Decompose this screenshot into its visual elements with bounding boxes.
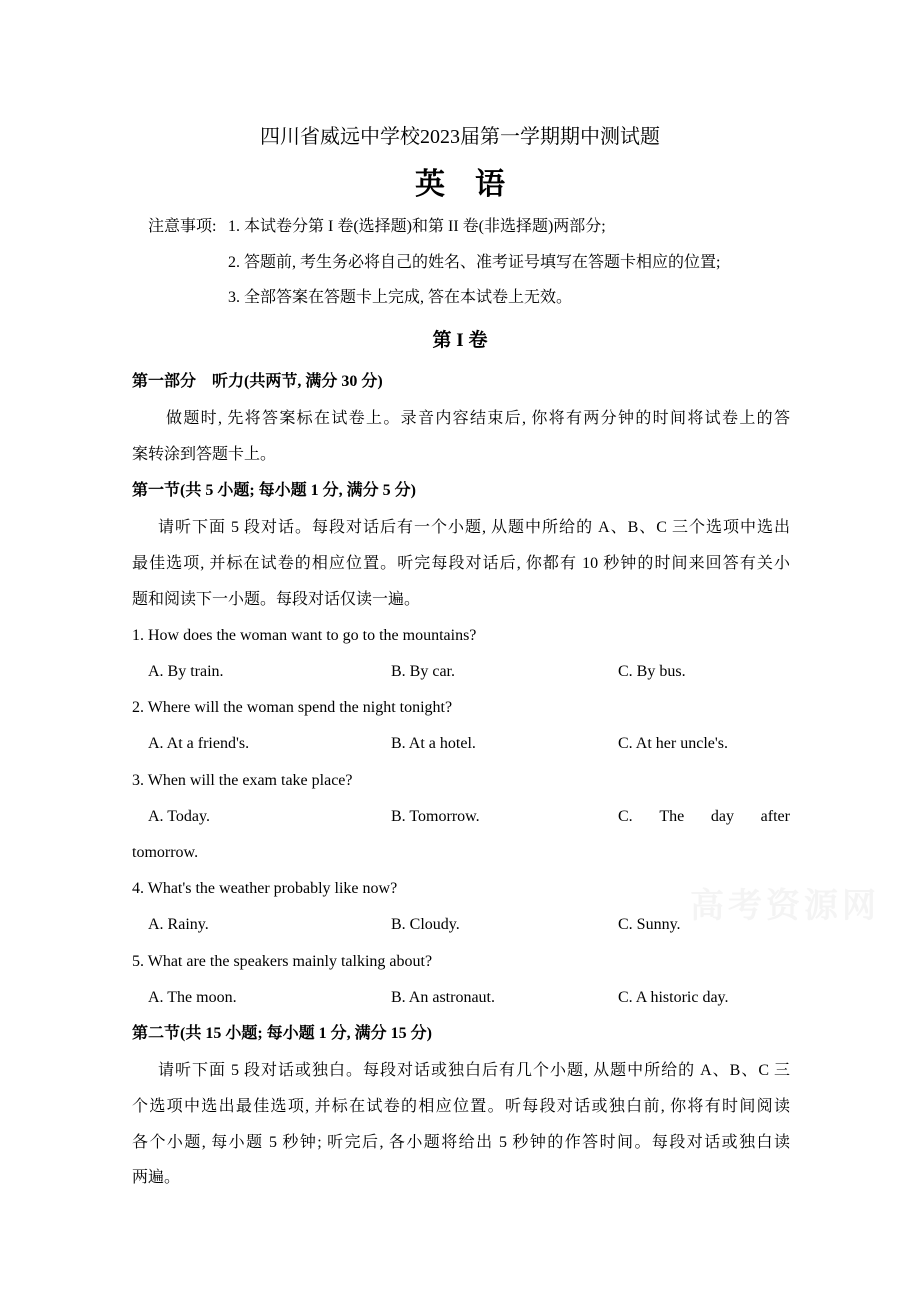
option-c: C. At her uncle's. <box>618 735 728 752</box>
section2-intro-line: 个选项中选出最佳选项, 并标在试卷的相应位置。听每段对话或独白前, 你将有时间阅读 <box>132 1098 790 1115</box>
section2-intro-line: 两遍。 <box>132 1169 181 1186</box>
question-5: 5. What are the speakers mainly talking about? <box>132 953 433 970</box>
question-4: 4. What's the weather probably like now? <box>132 880 398 897</box>
option-c: C. Sunny. <box>618 916 681 933</box>
option-c: C. By bus. <box>618 663 686 680</box>
option-a: A. By train. <box>148 663 224 680</box>
part1-intro-line: 案转涂到答题卡上。 <box>132 446 277 463</box>
option-c-continued: tomorrow. <box>132 844 199 861</box>
option-b: B. By car. <box>391 663 455 680</box>
section1-intro-line: 题和阅读下一小题。每段对话仅读一遍。 <box>132 591 421 608</box>
subject-title: 英语 <box>415 168 535 201</box>
exam-title: 四川省威远中学校2023届第一学期期中测试题 <box>260 126 660 148</box>
section2-intro-line: 各个小题, 每小题 5 秒钟; 听完后, 各小题将给出 5 秒钟的作答时间。每段对话或独白读 <box>132 1134 790 1151</box>
option-a: A. Rainy. <box>148 916 209 933</box>
option-a: A. The moon. <box>148 989 237 1006</box>
section1-heading: 第一节(共 5 小题; 每小题 1 分, 满分 5 分) <box>132 482 416 499</box>
volume-title: 第 I 卷 <box>432 330 488 351</box>
watermark: 高考资源网 <box>690 888 880 925</box>
option-c: C. The day after <box>618 808 790 825</box>
option-a: A. At a friend's. <box>148 735 250 752</box>
option-b: B. Tomorrow. <box>391 808 480 825</box>
part1-intro-line: 做题时, 先将答案标在试卷上。录音内容结束后, 你将有两分钟的时间将试卷上的答 <box>166 410 790 427</box>
note-item: 1. 本试卷分第 I 卷(选择题)和第 II 卷(非选择题)两部分; <box>228 218 606 235</box>
question-2: 2. Where will the woman spend the night tonight? <box>132 699 453 716</box>
option-b: B. At a hotel. <box>391 735 476 752</box>
notes-label: 注意事项: <box>148 218 217 235</box>
question-1: 1. How does the woman want to go to the mountains? <box>132 627 477 644</box>
section2-intro-line: 请听下面 5 段对话或独白。每段对话或独白后有几个小题, 从题中所给的 A、B、C 三 <box>158 1062 790 1079</box>
option-b: B. Cloudy. <box>391 916 460 933</box>
section1-intro-line: 最佳选项, 并标在试卷的相应位置。听完每段对话后, 你都有 10 秒钟的时间来回答有关小 <box>132 555 790 572</box>
note-item: 2. 答题前, 考生务必将自己的姓名、准考证号填写在答题卡相应的位置; <box>228 254 721 271</box>
option-c: C. A historic day. <box>618 989 729 1006</box>
question-3: 3. When will the exam take place? <box>132 772 353 789</box>
option-a: A. Today. <box>148 808 210 825</box>
section2-heading: 第二节(共 15 小题; 每小题 1 分, 满分 15 分) <box>132 1025 432 1042</box>
note-item: 3. 全部答案在答题卡上完成, 答在本试卷上无效。 <box>228 289 573 306</box>
part1-heading: 第一部分 听力(共两节, 满分 30 分) <box>132 373 383 390</box>
option-b: B. An astronaut. <box>391 989 495 1006</box>
section1-intro-line: 请听下面 5 段对话。每段对话后有一个小题, 从题中所给的 A、B、C 三个选项中选出 <box>158 519 790 536</box>
